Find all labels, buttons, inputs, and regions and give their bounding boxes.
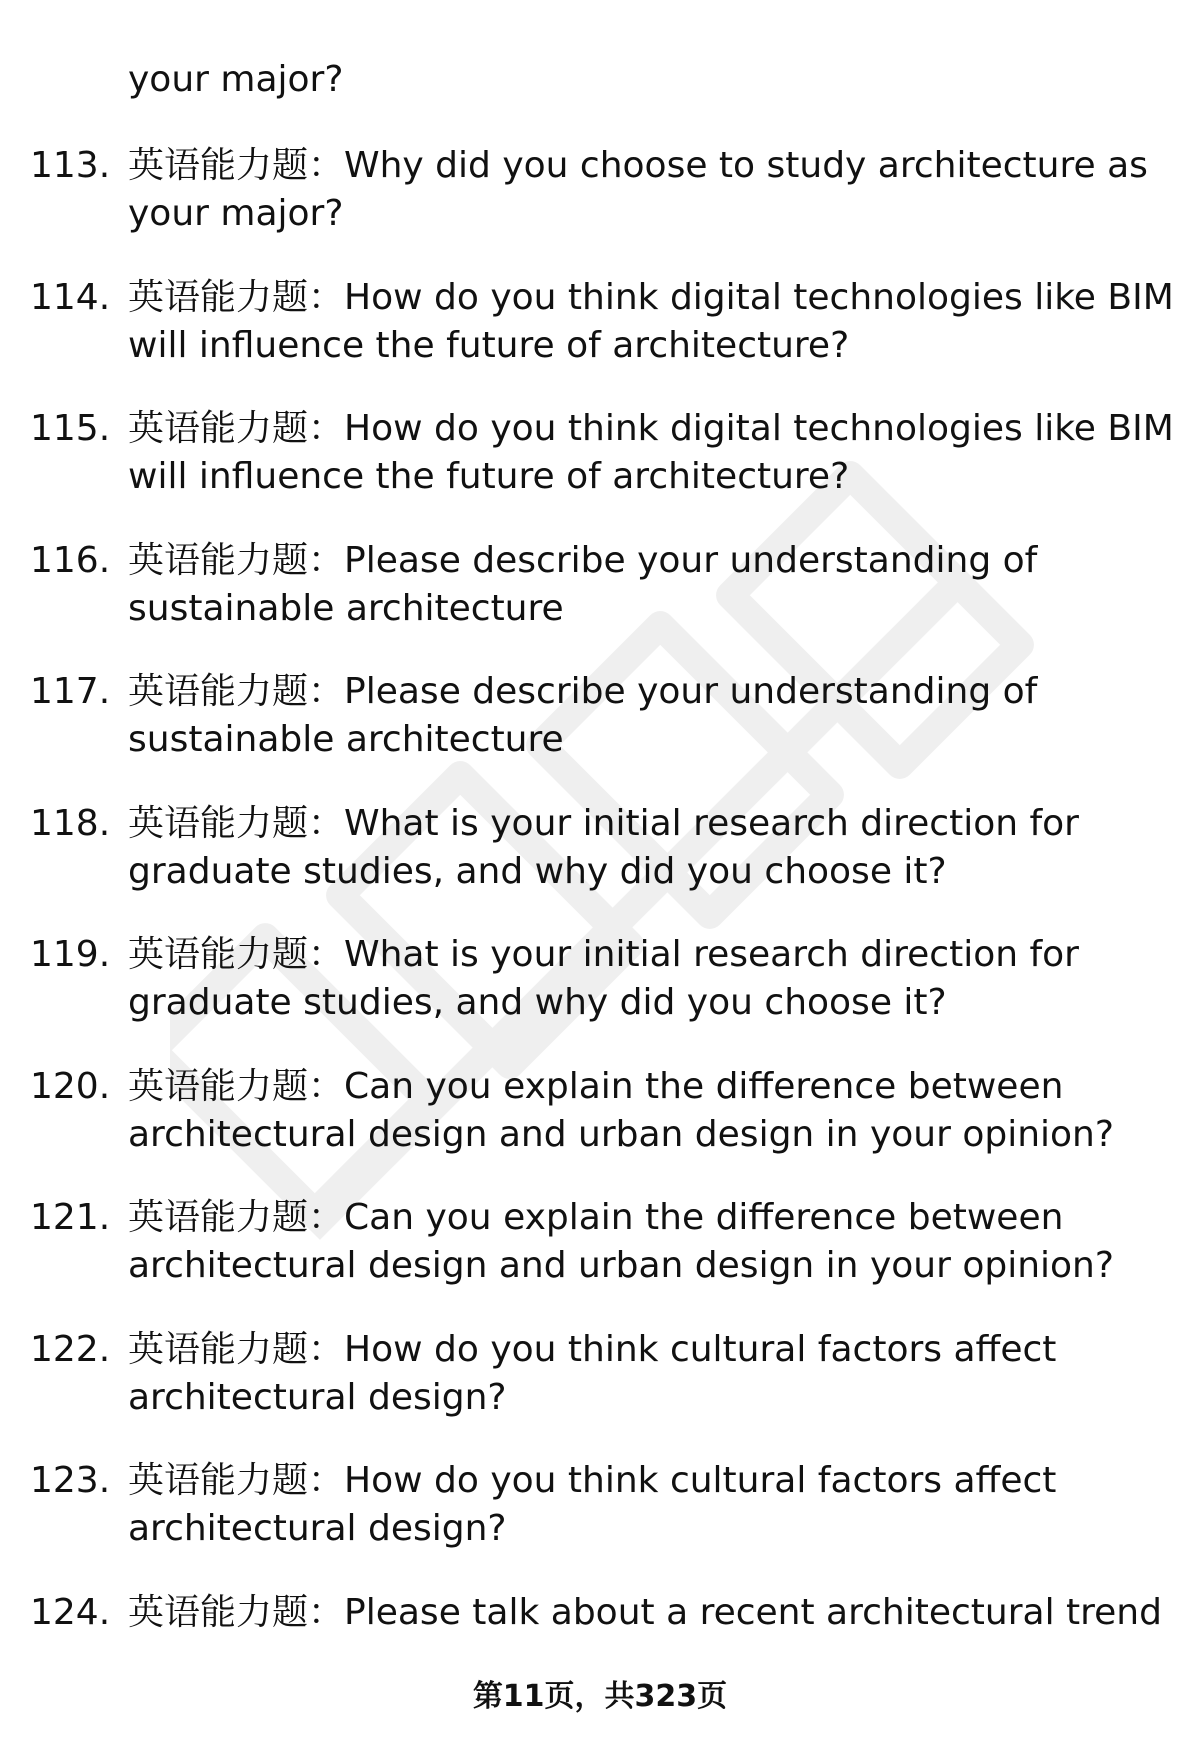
question-tag: 英语能力题： [128,671,345,712]
question-tag: 英语能力题： [128,1591,345,1633]
question-text: Can you explain the difference between architectural design and urban design in your opinion? [128,1197,1114,1286]
question-number: 122. [30,1328,111,1370]
question-item [30,668,1175,800]
question-tag: 英语能力题： [128,802,345,844]
question-tag: 英语能力题： [128,276,345,318]
page-footer: 第11页，共323页 [472,1679,728,1714]
question-body [128,1457,1175,1553]
question-number: 114. [30,276,111,318]
question-text: How do you think digital technologies like BIM will influence the future of architecture? [128,408,1174,497]
question-body [128,142,1175,238]
question-body [128,274,1175,370]
question-body [128,1063,1175,1159]
question-text: How do you think digital technologies like BIM will influence the future of architecture? [128,276,1174,366]
question-text: How do you think cultural factors affect architectural design? [128,1328,1057,1418]
question-item [30,405,1175,537]
question-text: How do you think cultural factors affect architectural design? [128,1460,1057,1549]
question-text: Please talk about a recent architectural trend [344,1591,1162,1633]
question-number: 119. [30,934,111,975]
question-tag: 英语能力题： [128,1460,345,1501]
question-item [30,1194,1175,1326]
question-number: 116. [30,539,111,581]
question-number: 121. [30,1197,111,1238]
question-continuation: your major? [128,59,344,100]
question-number: 113. [30,145,111,186]
question-item [30,931,1175,1063]
question-text: Why did you choose to study architecture as your major? [128,145,1148,234]
question-text: What is your initial research direction for graduate studies, and why did you choose it? [128,934,1079,1023]
question-body [128,800,1175,896]
question-list [30,142,1175,1720]
question-item [30,537,1175,669]
question-item [30,1457,1175,1589]
question-text: What is your initial research direction for graduate studies, and why did you choose it? [128,802,1079,892]
question-item [30,1326,1175,1458]
question-body [128,1194,1175,1290]
question-item [30,142,1175,274]
question-tag: 英语能力题： [128,408,345,449]
question-item [30,800,1175,932]
question-body [128,1326,1175,1422]
question-number: 117. [30,671,111,712]
question-tag: 英语能力题： [128,539,345,581]
question-tag: 英语能力题： [128,1065,345,1107]
question-tag: 英语能力题： [128,934,345,975]
question-number: 123. [30,1460,111,1501]
question-tag: 英语能力题： [128,145,345,186]
question-body [128,405,1175,501]
question-item [30,274,1175,406]
question-text: Can you explain the difference between architectural design and urban design in your opinion? [128,1065,1114,1155]
question-tag: 英语能力题： [128,1197,345,1238]
question-body [128,668,1175,764]
question-number: 120. [30,1065,111,1107]
question-body [128,537,1175,633]
question-number: 115. [30,408,111,449]
question-number: 124. [30,1591,111,1633]
question-text: Please describe your understanding of sustainable architecture [128,539,1038,629]
question-number: 118. [30,802,111,844]
question-body [128,1589,1175,1637]
question-text: Please describe your understanding of sustainable architecture [128,671,1038,760]
question-item [30,1063,1175,1195]
question-body [128,931,1175,1027]
question-tag: 英语能力题： [128,1328,345,1370]
